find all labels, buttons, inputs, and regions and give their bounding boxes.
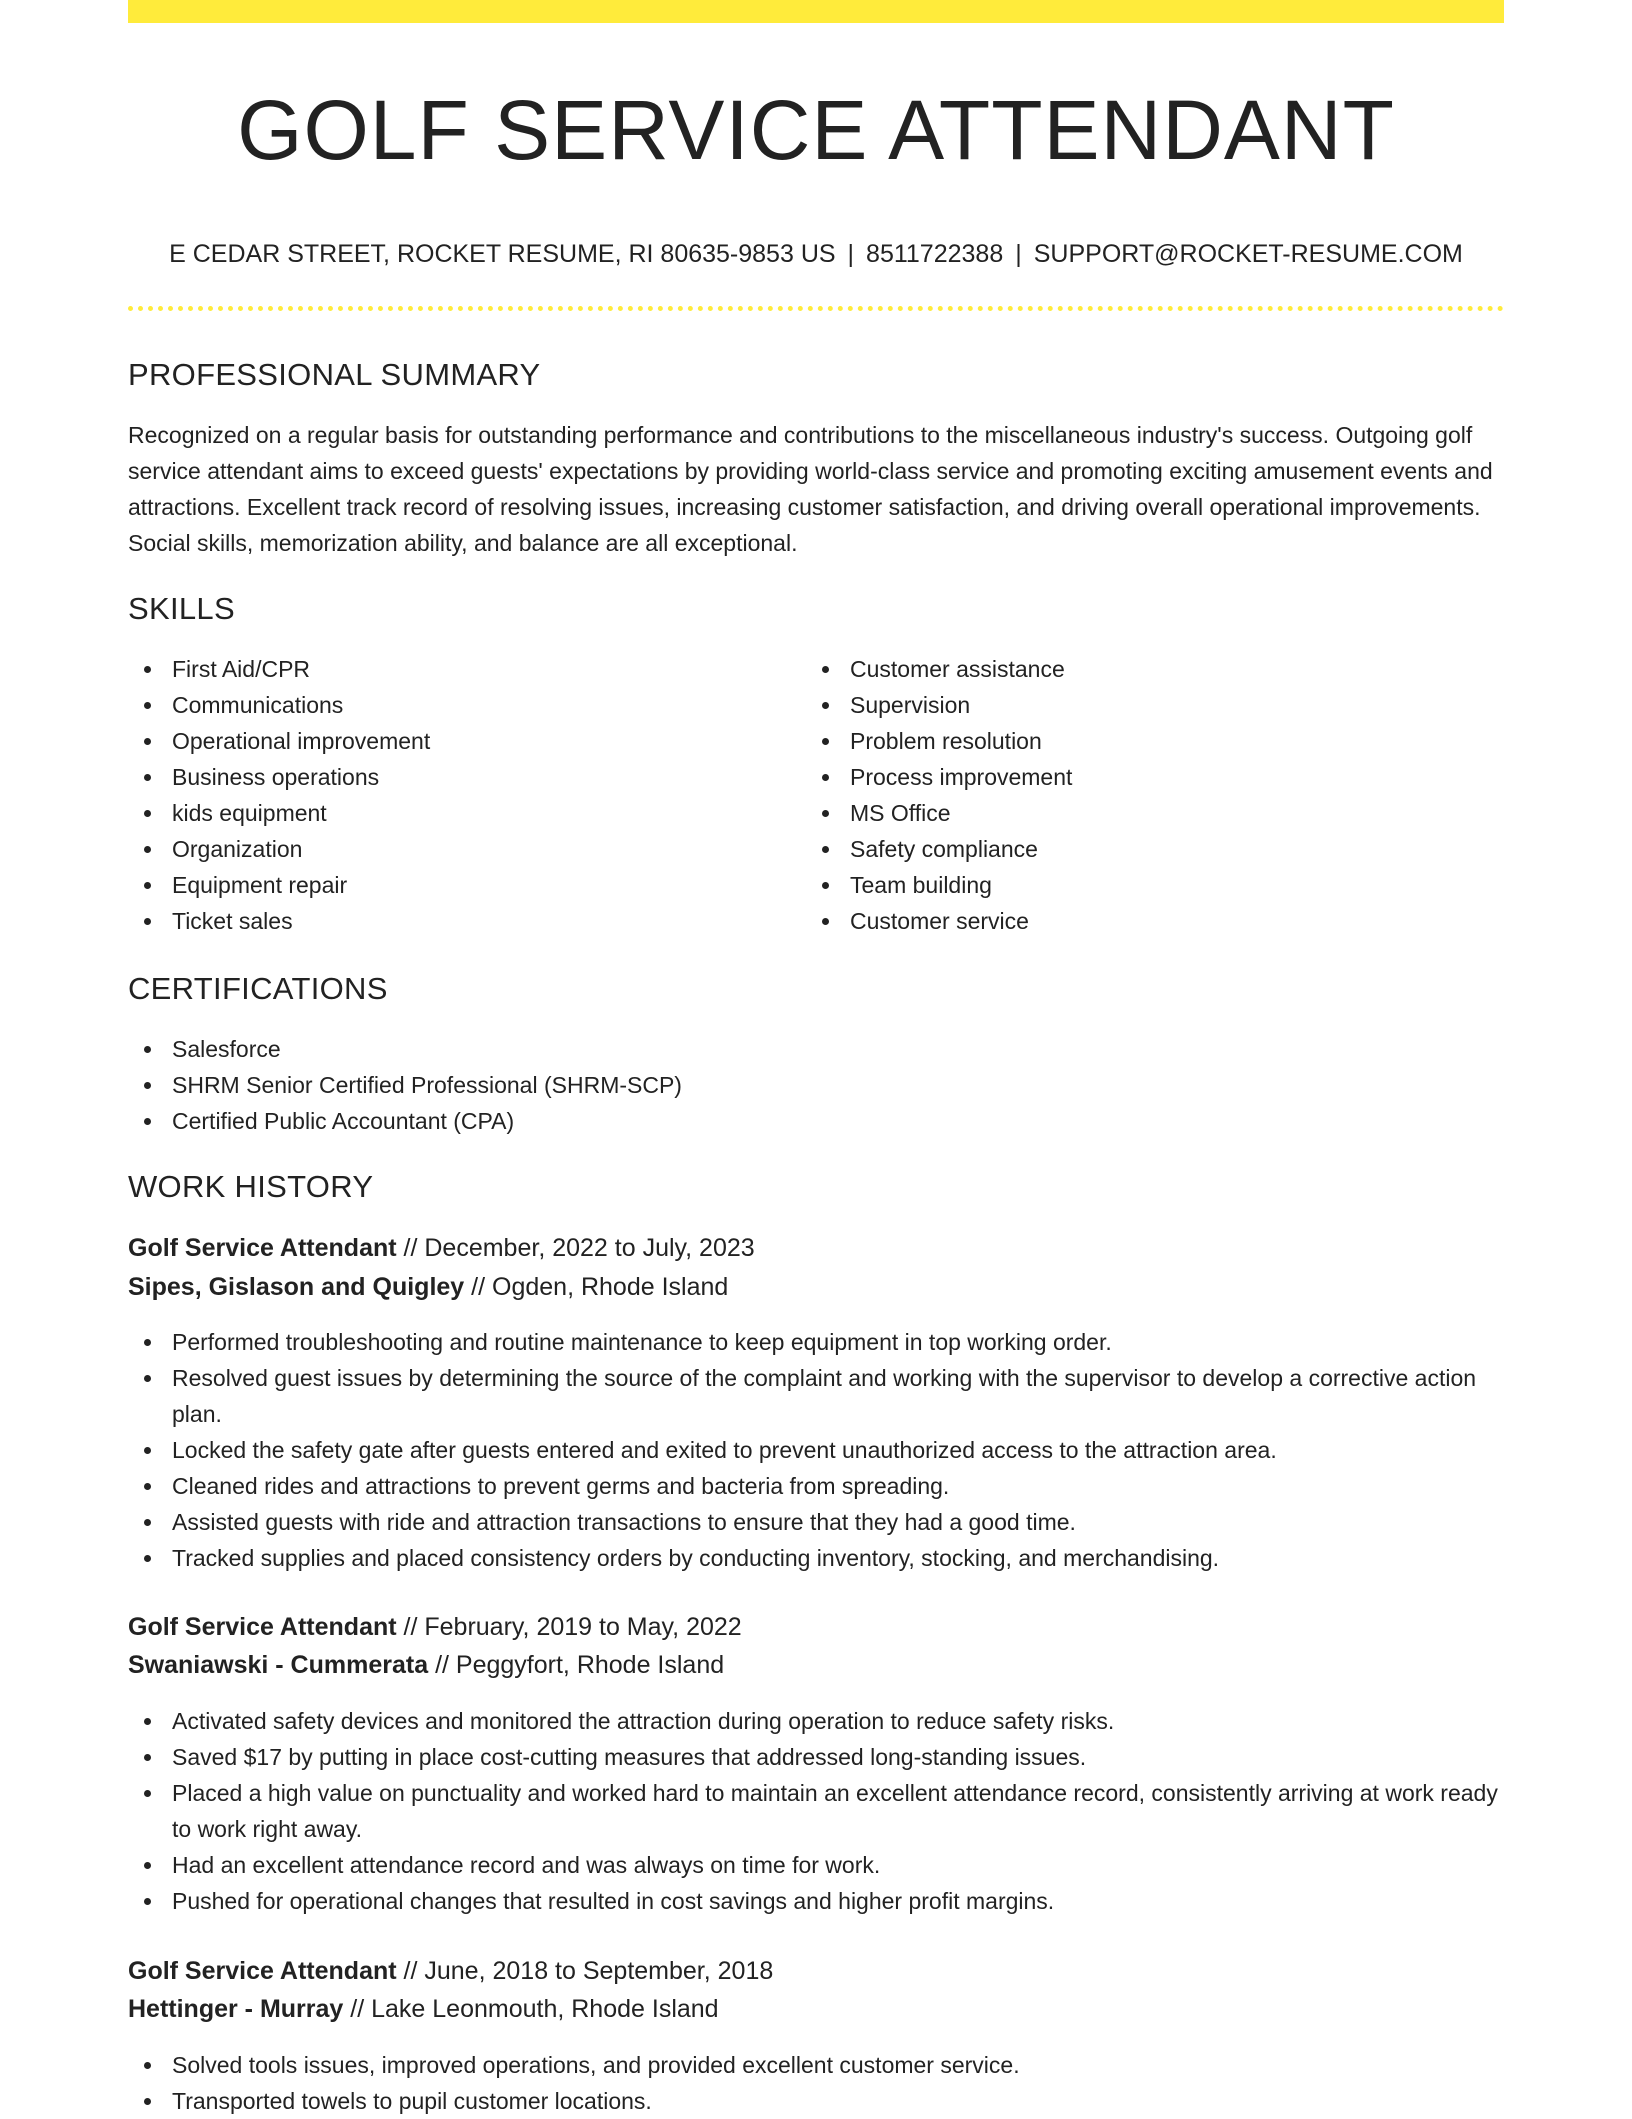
contact-line [128,237,1504,271]
job-company: Hettinger - Murray [128,1995,344,2023]
job-bullets [128,2047,1504,2119]
job-bullets [128,1324,1504,1576]
job-bullet: Placed a high value on punctuality and worked hard to maintain an excellent attendance record, consistently arriving at work ready to work right away. [128,1775,1504,1847]
job-separator: // [343,1995,372,2023]
skill-item: Communications [128,687,788,723]
skill-item: MS Office [806,795,1466,831]
skill-item: Business operations [128,759,788,795]
job-separator: // [428,1651,456,1679]
job-separator: // [396,1957,425,1985]
job-bullet: Cleaned rides and attractions to prevent germs and bacteria from spreading. [128,1468,1504,1504]
job-bullet: Activated safety devices and monitored the attraction during operation to reduce safety risks. [128,1703,1504,1739]
job-location: Peggyfort, Rhode Island [455,1651,725,1679]
job-bullet: Transported towels to pupil customer locations. [128,2083,1504,2119]
job-dates: June, 2018 to September, 2018 [424,1957,774,1985]
job-separator: // [396,1613,425,1641]
skills-list-right [806,651,1466,939]
job-bullet: Had an excellent attendance record and was always on time for work. [128,1847,1504,1883]
skill-item: Ticket sales [128,903,788,939]
job-title-line [128,1229,755,1267]
skill-item: Customer service [806,903,1466,939]
skill-item: Team building [806,867,1466,903]
job-bullet: Pushed for operational changes that resulted in cost savings and higher profit margins. [128,1883,1504,1919]
job-bullets [128,1703,1504,1919]
dotted-divider [128,306,1504,311]
job-bullet: Assisted guests with ride and attraction transactions to ensure that they had a good time. [128,1504,1504,1540]
skills-list-left [128,651,788,939]
job-location: Lake Leonmouth, Rhode Island [371,1995,719,2023]
certification-item: Salesforce [128,1031,1504,1067]
contact-separator: | [1015,240,1022,268]
top-accent-bar [128,0,1504,23]
job-bullet: Performed troubleshooting and routine maintenance to keep equipment in top working order. [128,1324,1504,1360]
job-role: Golf Service Attendant [128,1957,397,1985]
job-dates: February, 2019 to May, 2022 [424,1613,742,1641]
job-role: Golf Service Attendant [128,1613,397,1641]
job-location: Ogden, Rhode Island [492,1273,729,1301]
certification-item: Certified Public Accountant (CPA) [128,1103,1504,1139]
skill-item: kids equipment [128,795,788,831]
skill-item: Operational improvement [128,723,788,759]
job-company: Sipes, Gislason and Quigley [128,1273,465,1301]
job-separator: // [396,1234,425,1262]
contact-address: E CEDAR STREET, ROCKET RESUME, RI 80635-9853 US [169,240,836,268]
resume-name: GOLF SERVICE ATTENDANT [237,83,1395,177]
skills-heading: SKILLS [128,591,235,626]
skill-item: Supervision [806,687,1466,723]
skill-item: First Aid/CPR [128,651,788,687]
skill-item: Equipment repair [128,867,788,903]
job-company-line [128,1646,724,1684]
certifications-list [128,1031,1504,1139]
certification-item: SHRM Senior Certified Professional (SHRM-SCP) [128,1067,1504,1103]
job-title-line [128,1952,773,1990]
job-bullet: Saved $17 by putting in place cost-cutting measures that addressed long-standing issues. [128,1739,1504,1775]
job-role: Golf Service Attendant [128,1234,397,1262]
job-bullet: Resolved guest issues by determining the source of the complaint and working with the supervisor to develop a corrective action plan. [128,1360,1504,1432]
job-title-line [128,1608,742,1646]
certifications-heading: CERTIFICATIONS [128,971,388,1006]
job-bullet: Solved tools issues, improved operations, and provided excellent customer service. [128,2047,1504,2083]
contact-email: SUPPORT@ROCKET-RESUME.COM [1033,240,1463,268]
work-history-heading: WORK HISTORY [128,1169,374,1204]
summary-heading: PROFESSIONAL SUMMARY [128,357,541,392]
contact-separator: | [847,240,855,268]
job-dates: December, 2022 to July, 2023 [424,1234,755,1262]
summary-text: Recognized on a regular basis for outstanding performance and contributions to the miscellaneous industry's success. Outgoing golf service attendant aims to exceed guests' expectations by providing world-class service and promoting exciting amusement events and attractions. Excellent track record of resolving issues, increasing customer satisfaction, and driving overall operational improvements. Social skills, memorization ability, and balance are all exceptional. [128,422,1493,556]
skill-item: Customer assistance [806,651,1466,687]
job-company: Swaniawski - Cummerata [128,1651,429,1679]
job-company-line [128,1268,728,1306]
skill-item: Process improvement [806,759,1466,795]
skill-item: Organization [128,831,788,867]
job-bullet: Tracked supplies and placed consistency orders by conducting inventory, stocking, and merchandising. [128,1540,1504,1576]
skill-item: Safety compliance [806,831,1466,867]
job-bullet: Locked the safety gate after guests entered and exited to prevent unauthorized access to the attraction area. [128,1432,1504,1468]
contact-phone: 8511722388 [866,240,1004,268]
skill-item: Problem resolution [806,723,1466,759]
job-company-line [128,1990,719,2028]
job-separator: // [464,1273,493,1301]
